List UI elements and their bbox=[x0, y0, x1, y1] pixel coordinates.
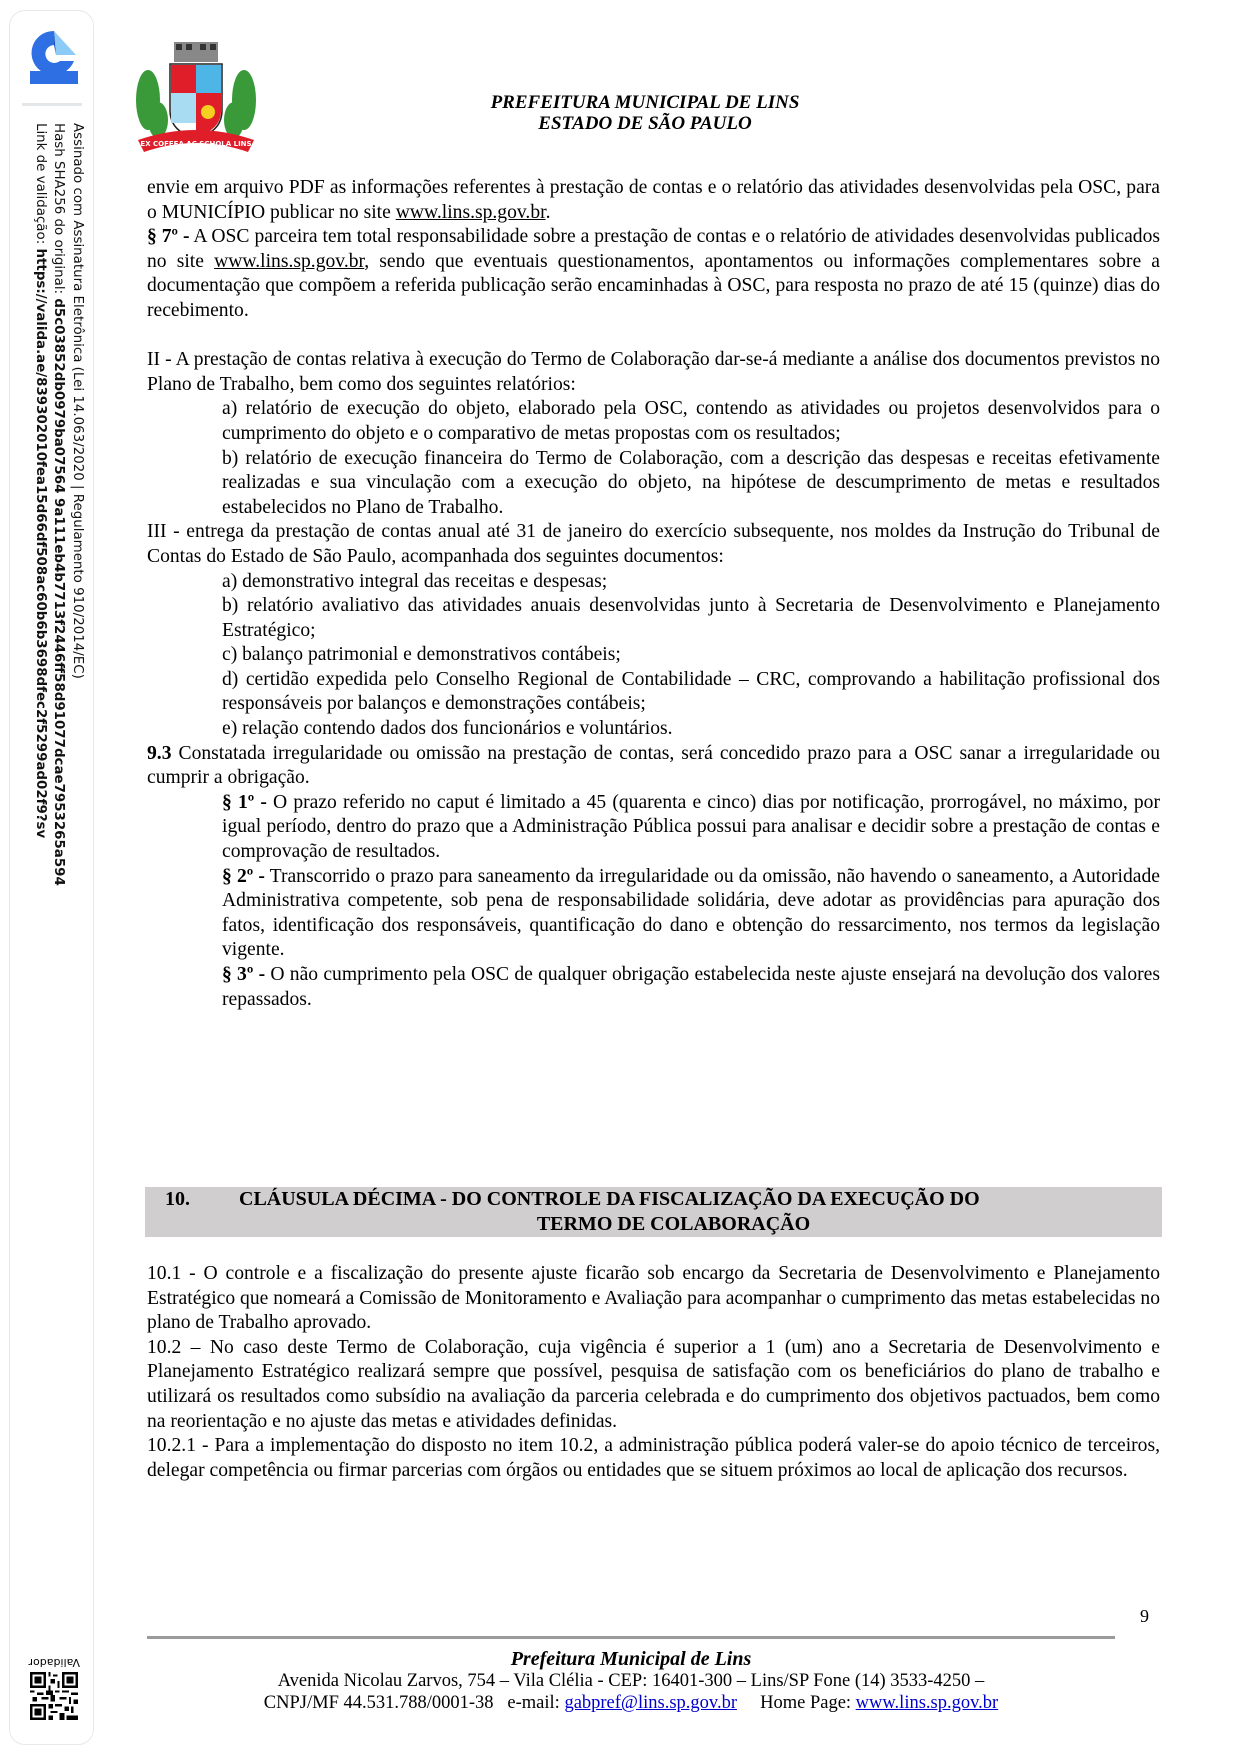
site-link[interactable]: www.lins.sp.gov.br bbox=[214, 250, 365, 272]
clause-number: 10. bbox=[165, 1188, 190, 1210]
qr-label: Validador bbox=[28, 1656, 80, 1669]
footer-address: Avenida Nicolau Zarvos, 754 – Vila Clélia - CEP: 16401-300 – Lins/SP Fone (14) 3533-4250 – bbox=[277, 1671, 985, 1691]
paragraph: envie em arquivo PDF as informações referentes à prestação de contas e o relatório das atividades desenvolvidas pela OSC, para o MUNICÍPIO publicar no site www.lins.sp.gov.br. bbox=[147, 177, 1160, 223]
list-item: a) relatório de execução do objeto, elaborado pela OSC, contendo as atividades ou projetos desenvolvidos para o cumprimento do objeto e o comparativo de metas propostas com os resultados; bbox=[222, 398, 1160, 444]
paragraph-10-1: 10.1 - O controle e a fiscalização do presente ajuste ficarão sob encargo da Secretaria de Desenvolvimento e Planejamento Estratégico que nomeará a Comissão de Monitoramento e Avaliação para acompanhar o cumprimento das metas estabelecidas no plano de Trabalho aprovado. bbox=[147, 1263, 1160, 1334]
paragraph-s3: § 3º - O não cumprimento pela OSC de qualquer obrigação estabelecida neste ajuste ensejará na devolução dos valores repassados. bbox=[222, 964, 1160, 1010]
document-body bbox=[147, 176, 1160, 1012]
paragraph-s1: § 1º - O prazo referido no caput é limitado a 45 (quarenta e cinco) dias por notificação, prorrogável, no máximo, por igual período, dentro do prazo que a Administração Pública possui para analisar e decidir sobre a prestação de contas e comprovação de resultados. bbox=[222, 791, 1160, 863]
paragraph-iii: III - entrega da prestação de contas anual até 31 de janeiro do exercício subsequente, nos moldes da Instrução do Tribunal de Contas do Estado de São Paulo, acompanhada dos seguintes documentos: bbox=[147, 521, 1160, 567]
qr-code-icon[interactable] bbox=[30, 1672, 78, 1720]
signature-logo-icon bbox=[26, 27, 82, 87]
clause-10-heading bbox=[145, 1187, 1162, 1237]
homepage-link[interactable]: www.lins.sp.gov.br bbox=[855, 1693, 999, 1713]
paragraph-s2: § 2º - Transcorrido o prazo para saneamento da irregularidade ou da omissão, não havendo o saneamento, a Autoridade Administrativa competente, sob pena de responsabilidade solidária, deve adotar as providências para apuração dos fatos, identificação dos responsáveis, quantificação do dano e obtenção do ressarcimento, nos termos da legislação vigente. bbox=[222, 865, 1160, 961]
header-line2: ESTADO DE SÃO PAULO bbox=[538, 113, 752, 134]
list-item: b) relatório de execução financeira do Termo de Colaboração, com a descrição das despesas e receitas efetivamente realizadas e sua vinculação com a execução do objeto, na hipótese de descumprimento de metas e resultados estabelecidos no Plano de Trabalho. bbox=[222, 447, 1160, 518]
list-item: d) certidão expedida pelo Conselho Regional de Contabilidade – CRC, comprovando a habilitação profissional dos responsáveis por balanços e demonstrações contábeis; bbox=[222, 668, 1160, 715]
paragraph-s7: § 7º - A OSC parceira tem total responsabilidade sobre a prestação de contas e o relatório de atividades desenvolvidas publicados no site www.lins.sp.gov.br, sendo que eventuais questionamentos, apontamentos ou informações complementares sobre a documentação que compõem a referida publicação serão encaminhadas à OSC, para resposta no prazo de até 15 (quinze) dias do recebimento. bbox=[147, 226, 1160, 321]
signature-line1: Assinado com Assinatura Eletrônica (Lei 14.063/2020 | Regulamento 910/2014/EC) bbox=[70, 123, 85, 679]
clause-10-body bbox=[147, 1262, 1160, 1483]
site-link[interactable]: www.lins.sp.gov.br bbox=[395, 201, 546, 223]
page-footer bbox=[147, 1648, 1115, 1714]
hash-label: Hash SHA256 do original: bbox=[51, 123, 67, 299]
signature-panel bbox=[9, 10, 94, 1745]
header-line1: PREFEITURA MUNICIPAL DE LINS bbox=[490, 92, 800, 113]
paragraph-ii: II - A prestação de contas relativa à execução do Termo de Colaboração dar-se-á mediante a análise dos documentos previstos no Plano de Trabalho, bem como dos seguintes relatórios: bbox=[147, 349, 1160, 395]
signature-divider bbox=[22, 103, 82, 106]
municipal-crest-icon bbox=[128, 40, 264, 162]
list-item: b) relatório avaliativo das atividades anuais desenvolvidas junto à Secretaria de Desenvolvimento e Planejamento Estratégico; bbox=[222, 595, 1160, 641]
email-link[interactable]: gabpref@lins.sp.gov.br bbox=[564, 1693, 737, 1713]
signature-text bbox=[26, 123, 86, 953]
list-item: e) relação contendo dados dos funcionários e voluntários. bbox=[222, 718, 673, 740]
paragraph-9-3: 9.3 Constatada irregularidade ou omissão na prestação de contas, será concedido prazo para a OSC sanar a irregularidade ou cumprir a obrigação. bbox=[147, 742, 1160, 789]
page-number: 9 bbox=[1140, 1606, 1149, 1626]
clause-title-line2: TERMO DE COLABORAÇÃO bbox=[536, 1213, 811, 1235]
qr-validator[interactable] bbox=[30, 1656, 80, 1725]
homepage-label: Home Page: bbox=[736, 1693, 856, 1713]
paragraph-10-2-1: 10.2.1 - Para a implementação do disposto no item 10.2, a administração pública poderá valer-se do apoio técnico de terceiros, delegar competência ou firmar parcerias com órgãos ou entidades que se situem próximos ao local de aplicação dos recursos. bbox=[147, 1435, 1160, 1481]
list-item: c) balanço patrimonial e demonstrativos contábeis; bbox=[222, 644, 621, 666]
page-header bbox=[420, 92, 870, 134]
crest-motto: EX COFFEA AC SCHOLA LINS bbox=[140, 140, 252, 148]
clause-title-line1: CLÁUSULA DÉCIMA - DO CONTROLE DA FISCALIZAÇÃO DA EXECUÇÃO DO bbox=[239, 1188, 980, 1210]
footer-divider bbox=[147, 1636, 1115, 1639]
paragraph-10-2: 10.2 – No caso deste Termo de Colaboração, cuja vigência é superior a 1 (um) ano a Secretaria de Desenvolvimento e Planejamento Estratégico realizará sempre que possível, pesquisa de satisfação com os beneficiários do plano de trabalho e utilizará os resultados como subsídio na avaliação da parceria celebrada e do cumprimento dos objetivos pactuados, bem como na reorientação e no ajuste das metas e atividades definidas. bbox=[147, 1336, 1160, 1432]
list-item: a) demonstrativo integral das receitas e despesas; bbox=[222, 570, 608, 592]
hash-value: d5c03852db0979ba07564 9a111eb4b7713f2446ff58d91077dcae7953265a594 bbox=[51, 298, 67, 886]
validation-link-label: Link de validação: bbox=[33, 123, 48, 249]
footer-name: Prefeitura Municipal de Lins bbox=[510, 1648, 752, 1670]
validation-link[interactable]: https://valida.ae/839302010fea15d66df508ac60b6b3698dfec2f5299ad02f9?sv bbox=[33, 248, 48, 839]
footer-cnpj: CNPJ/MF 44.531.788/0001-38 e-mail: bbox=[263, 1693, 565, 1713]
